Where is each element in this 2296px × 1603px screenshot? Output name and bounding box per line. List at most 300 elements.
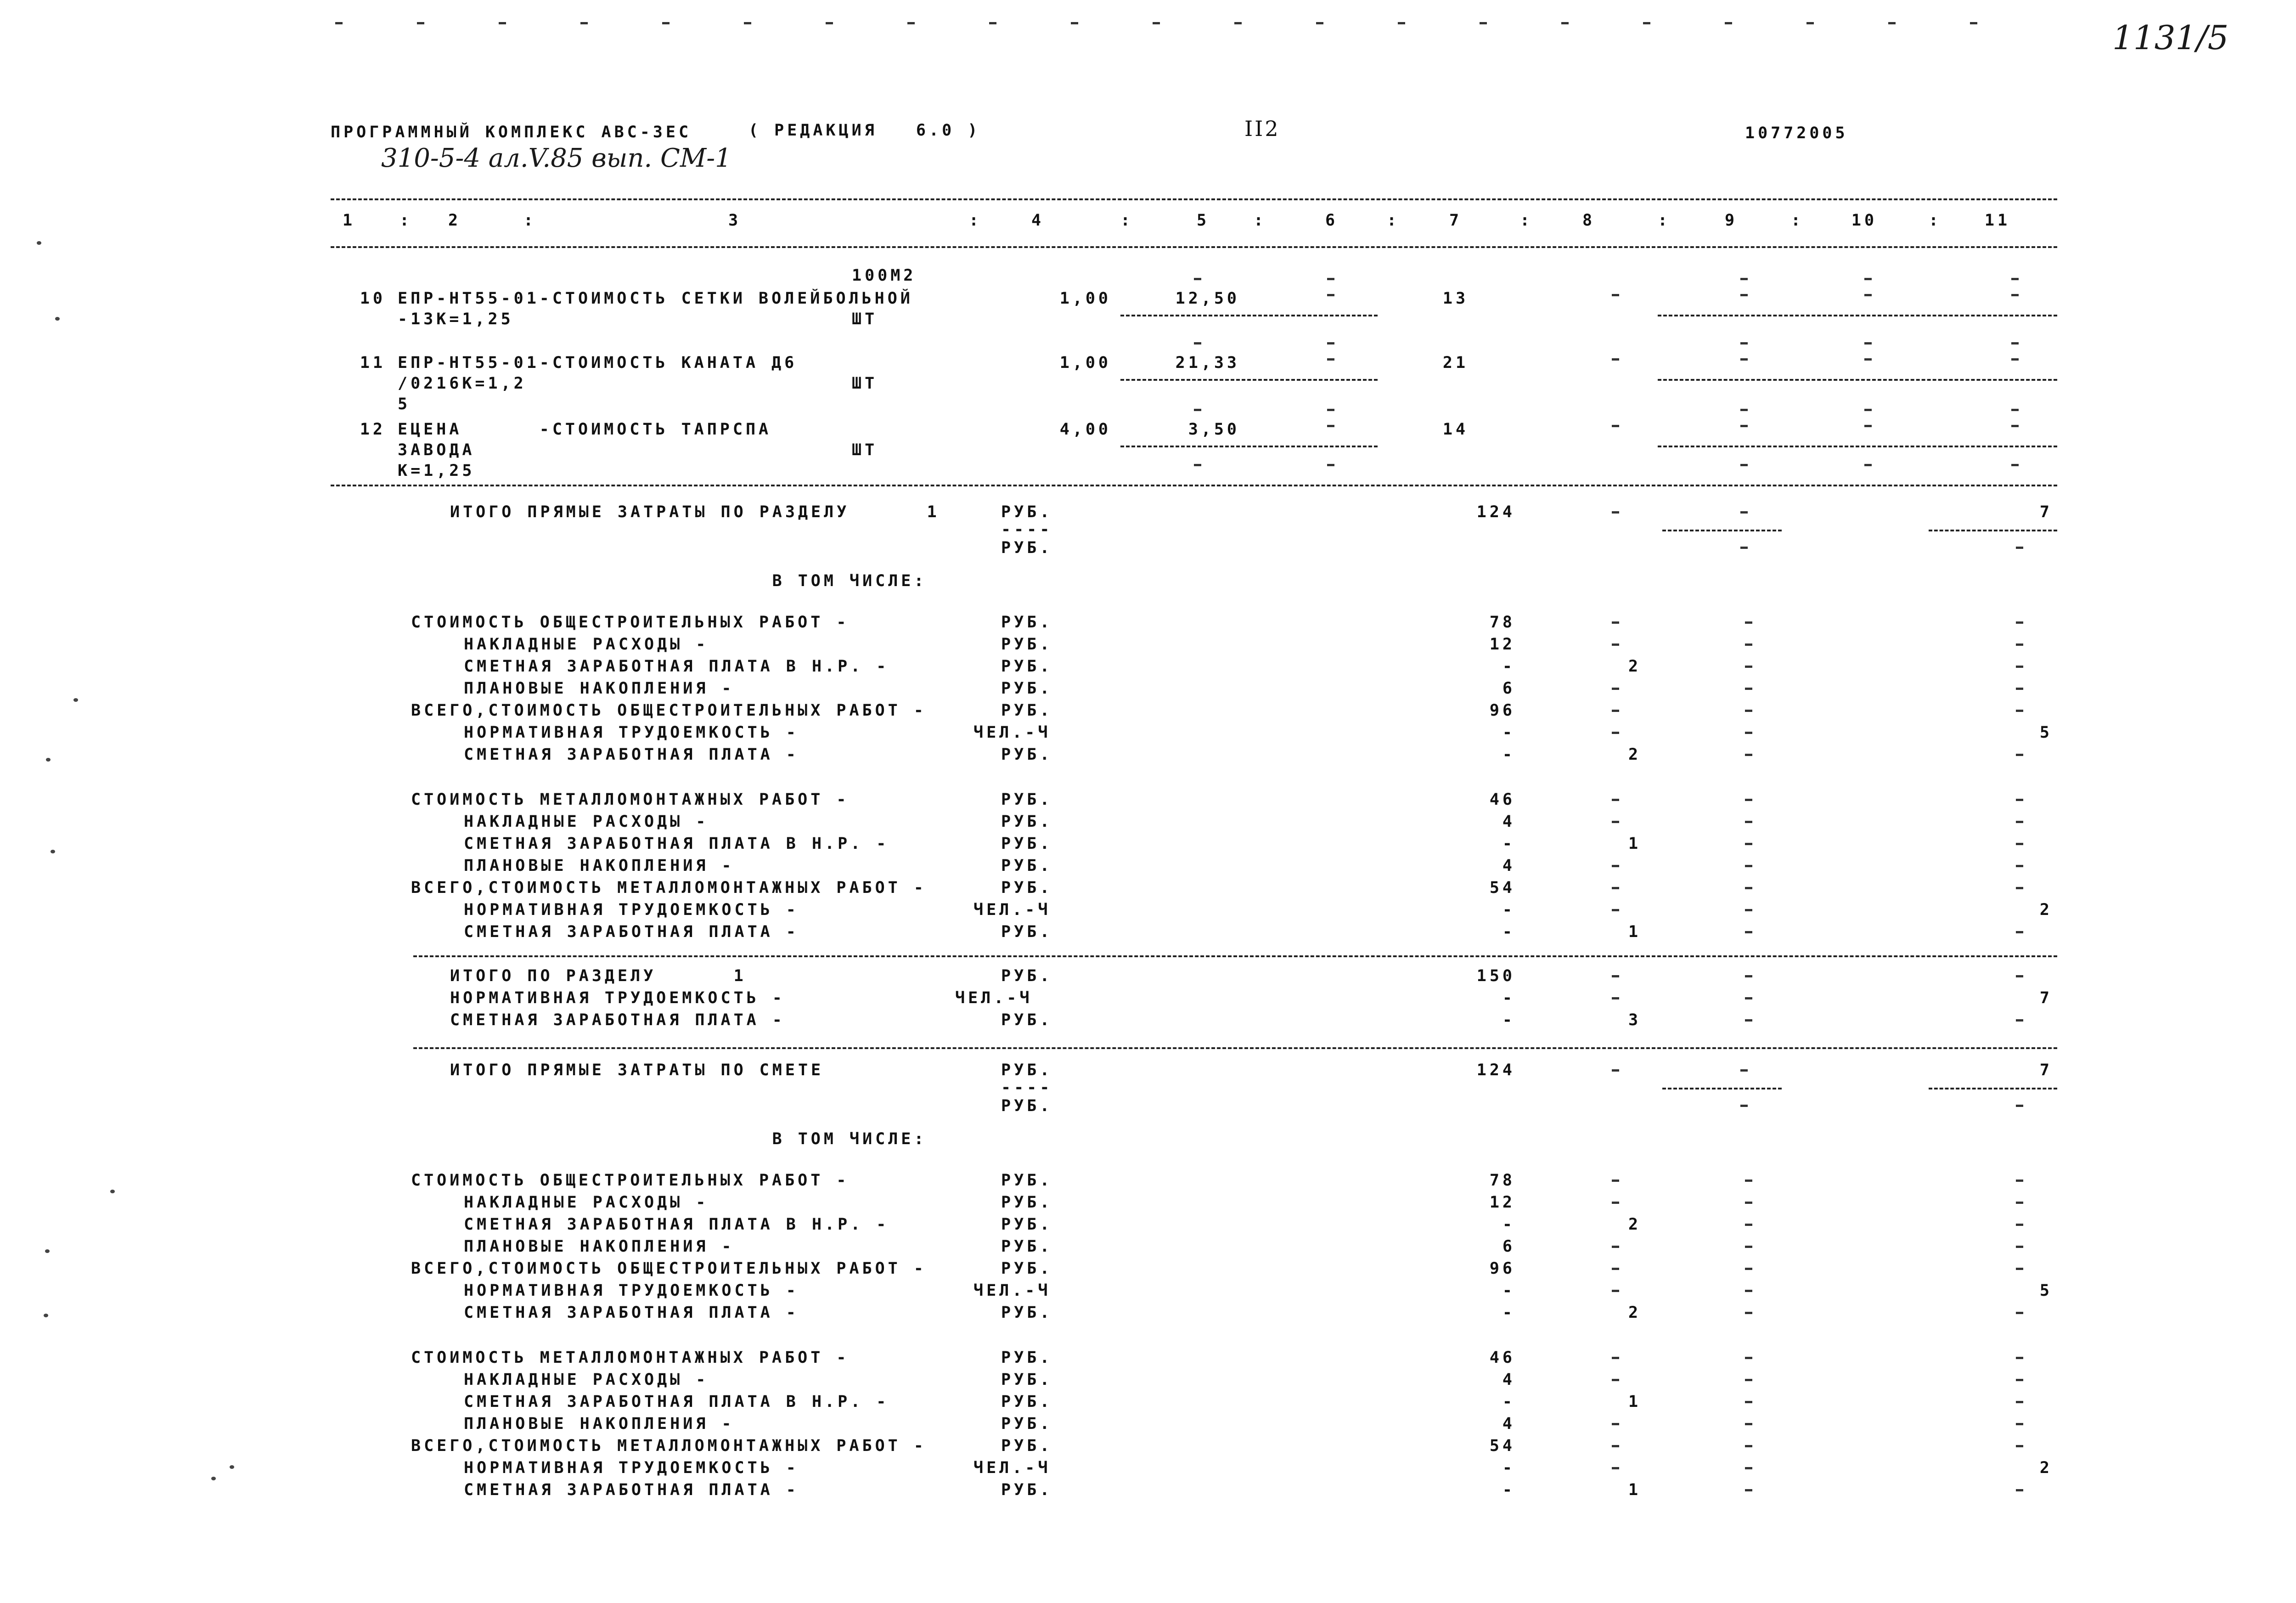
empty-cell-dash [2016, 1379, 2023, 1381]
empty-cell-dash [1612, 621, 1619, 624]
summary-col11: 7 [2039, 989, 2053, 1007]
empty-cell-dash [1612, 1290, 1619, 1292]
empty-cell-dash [1745, 1019, 1752, 1022]
empty-cell-dash [1612, 643, 1619, 646]
item-unit-top: 100М2 [852, 266, 917, 285]
empty-cell-dash [1864, 294, 1872, 296]
breakdown-unit: РУБ. [1001, 613, 1053, 632]
breakdown-col7: 46 [1489, 790, 1515, 809]
empty-cell-dash [1745, 1445, 1752, 1447]
empty-cell-dash [1745, 975, 1752, 977]
breakdown-col8: 2 [1628, 657, 1642, 676]
empty-cell-dash [1612, 1268, 1619, 1270]
breakdown-label: НАКЛАДНЫЕ РАСХОДЫ - [464, 813, 709, 831]
empty-cell-dash [1612, 1467, 1619, 1469]
empty-cell-dash [2016, 799, 2023, 801]
scan-speck [110, 1190, 115, 1193]
scan-speck [211, 1477, 216, 1480]
scan-speck [44, 1314, 48, 1317]
total-label: ИТОГО ПРЯМЫЕ ЗАТРАТЫ ПО СМЕТЕ [450, 1061, 824, 1079]
empty-cell-dash [1864, 358, 1872, 361]
breakdown-col7: - [1502, 1393, 1515, 1411]
empty-cell-dash [2016, 1312, 2023, 1314]
column-header-9: 9 [1724, 211, 1738, 230]
breakdown-col11: 2 [2039, 901, 2053, 919]
empty-cell-dash [1745, 710, 1752, 712]
empty-cell-dash [1612, 975, 1619, 977]
column-header-6: 6 [1325, 211, 1339, 230]
item-description: ЕЦЕНА -СТОИМОСТЬ ТАПРСПА [398, 420, 772, 439]
column-separator: : [1658, 211, 1671, 230]
breakdown-unit: ЧЕЛ.-Ч [974, 901, 1051, 919]
empty-cell-dash [1612, 799, 1619, 801]
empty-cell-dash [2016, 1268, 2023, 1270]
column-separator: : [400, 211, 413, 230]
item-description: ЕПР-НТ55-01-СТОИМОСТЬ КАНАТА Д6 [398, 354, 798, 372]
empty-cell-dash [1327, 358, 1334, 361]
cell-underline [1929, 530, 2057, 531]
summary-col7: 150 [1476, 967, 1515, 985]
breakdown-unit: ЧЕЛ.-Ч [974, 1281, 1051, 1300]
item-number: 11 [360, 354, 386, 372]
summary-unit: РУБ. [1001, 1011, 1053, 1029]
breakdown-col7: 4 [1502, 813, 1515, 831]
column-header-2: 2 [448, 211, 461, 230]
empty-cell-dash [2016, 1357, 2023, 1359]
empty-cell-dash [2016, 1224, 2023, 1226]
item-total: 21 [1442, 354, 1469, 372]
breakdown-col7: - [1502, 745, 1515, 764]
breakdown-col7: 4 [1502, 1371, 1515, 1389]
empty-cell-dash [2011, 464, 2019, 466]
breakdown-label: ВСЕГО,СТОИМОСТЬ МЕТАЛЛОМОНТАЖНЫХ РАБОТ - [411, 1437, 927, 1455]
breakdown-col7: 12 [1489, 635, 1515, 654]
empty-cell-dash [1740, 1105, 1748, 1107]
empty-cell-dash [2016, 643, 2023, 646]
empty-cell-dash [1745, 887, 1752, 889]
scan-mark [1071, 22, 1078, 24]
empty-cell-dash [1612, 425, 1619, 427]
empty-cell-dash [1864, 409, 1872, 411]
scan-mark [335, 22, 343, 24]
summary-label: ИТОГО ПО РАЗДЕЛУ 1 [450, 967, 747, 985]
breakdown-col7: 54 [1489, 879, 1515, 897]
empty-cell-dash [1745, 1312, 1752, 1314]
breakdown-col8: 2 [1628, 1215, 1642, 1234]
empty-cell-dash [1864, 425, 1872, 427]
item-unit: ШТ [852, 441, 878, 459]
summary-unit: РУБ. [1001, 967, 1053, 985]
breakdown-col7: 96 [1489, 701, 1515, 720]
empty-cell-dash [2016, 1401, 2023, 1403]
breakdown-unit: РУБ. [1001, 1481, 1053, 1499]
empty-cell-dash [2016, 865, 2023, 867]
empty-cell-dash [2016, 710, 2023, 712]
empty-cell-dash [1745, 931, 1752, 933]
empty-cell-dash [2011, 294, 2019, 296]
empty-cell-dash [1740, 294, 1748, 296]
handwritten-sheet-number: 1131/5 [2112, 18, 2229, 57]
summary-unit: ЧЕЛ.-Ч [955, 989, 1033, 1007]
empty-cell-dash [1745, 621, 1752, 624]
total-col11: 7 [2039, 503, 2053, 521]
breakdown-label: ВСЕГО,СТОИМОСТЬ ОБЩЕСТРОИТЕЛЬНЫХ РАБОТ - [411, 701, 927, 720]
summary-label: СМЕТНАЯ ЗАРАБОТНАЯ ПЛАТА - [450, 1011, 785, 1029]
empty-cell-dash [1612, 1423, 1619, 1425]
cell-underline [1120, 446, 1378, 447]
breakdown-col7: - [1502, 1481, 1515, 1499]
breakdown-col8: 1 [1628, 835, 1642, 853]
empty-cell-dash [1194, 342, 1201, 344]
scan-mark [662, 22, 670, 24]
scan-mark [1643, 22, 1650, 24]
empty-cell-dash [1327, 464, 1334, 466]
total-col11: 7 [2039, 1061, 2053, 1079]
breakdown-unit: РУБ. [1001, 1393, 1053, 1411]
empty-cell-dash [1864, 342, 1872, 344]
breakdown-col7: 6 [1502, 1237, 1515, 1256]
breakdown-col8: 1 [1628, 1481, 1642, 1499]
column-separator: : [1254, 211, 1267, 230]
breakdown-label: НОРМАТИВНАЯ ТРУДОЕМКОСТЬ - [464, 1459, 799, 1477]
empty-cell-dash [1745, 1467, 1752, 1469]
cell-underline [1658, 446, 2057, 447]
breakdown-unit: РУБ. [1001, 701, 1053, 720]
item-description-3: К=1,25 [398, 462, 475, 480]
scan-mark [744, 22, 751, 24]
item-price: 3,50 [1188, 420, 1240, 439]
breakdown-unit: РУБ. [1001, 745, 1053, 764]
breakdown-col8: 2 [1628, 1304, 1642, 1322]
rule-top [331, 198, 2057, 200]
empty-cell-dash [1740, 1069, 1748, 1072]
column-header-1: 1 [342, 211, 356, 230]
scan-mark [499, 22, 506, 24]
empty-cell-dash [2016, 843, 2023, 845]
scan-mark [1234, 22, 1242, 24]
breakdown-unit: РУБ. [1001, 1304, 1053, 1322]
empty-cell-dash [1745, 1202, 1752, 1204]
empty-cell-dash [1612, 1180, 1619, 1182]
breakdown-label: СМЕТНАЯ ЗАРАБОТНАЯ ПЛАТА В Н.Р. - [464, 1393, 889, 1411]
empty-cell-dash [1612, 688, 1619, 690]
breakdown-col7: 78 [1489, 613, 1515, 632]
column-header-8: 8 [1582, 211, 1596, 230]
breakdown-label: СТОИМОСТЬ ОБЩЕСТРОИТЕЛЬНЫХ РАБОТ - [411, 613, 850, 632]
total-col7: 124 [1476, 503, 1515, 521]
breakdown-unit: РУБ. [1001, 1171, 1053, 1190]
item-description-2: ЗАВОДА [398, 441, 475, 459]
column-header-7: 7 [1449, 211, 1463, 230]
breakdown-label: СМЕТНАЯ ЗАРАБОТНАЯ ПЛАТА - [464, 923, 799, 941]
rule-after-section-summary [413, 1047, 2057, 1049]
empty-cell-dash [1612, 909, 1619, 911]
summary-col7: - [1502, 989, 1515, 1007]
empty-cell-dash [2016, 621, 2023, 624]
breakdown-label: НАКЛАДНЫЕ РАСХОДЫ - [464, 1371, 709, 1389]
breakdown-col7: - [1502, 1215, 1515, 1234]
scan-speck [51, 850, 55, 853]
empty-cell-dash [2016, 688, 2023, 690]
cell-underline [1662, 1088, 1782, 1089]
breakdown-label: СТОИМОСТЬ ОБЩЕСТРОИТЕЛЬНЫХ РАБОТ - [411, 1171, 850, 1190]
total-unit: РУБ. [1001, 1061, 1053, 1079]
breakdown-col8: 2 [1628, 745, 1642, 764]
empty-cell-dash [1745, 754, 1752, 756]
empty-cell-dash [1745, 688, 1752, 690]
breakdown-col7: - [1502, 923, 1515, 941]
empty-cell-dash [1612, 511, 1619, 514]
breakdown-unit: РУБ. [1001, 1193, 1053, 1212]
column-separator: : [969, 211, 982, 230]
empty-cell-dash [2016, 666, 2023, 668]
breakdown-col7: - [1502, 1281, 1515, 1300]
scan-mark [907, 22, 915, 24]
empty-cell-dash [1864, 464, 1872, 466]
breakdown-col7: 78 [1489, 1171, 1515, 1190]
empty-cell-dash [2016, 887, 2023, 889]
scan-speck [55, 317, 60, 321]
empty-cell-dash [1327, 425, 1334, 427]
breakdown-col7: - [1502, 723, 1515, 742]
scan-speck [46, 758, 51, 762]
rule-before-section-summary [413, 955, 2057, 957]
cell-underline [1120, 379, 1378, 381]
scan-mark [1480, 22, 1487, 24]
empty-cell-dash [1745, 666, 1752, 668]
including-heading-2: В ТОМ ЧИСЛЕ: [772, 1130, 927, 1148]
empty-cell-dash [1745, 843, 1752, 845]
breakdown-label: СМЕТНАЯ ЗАРАБОТНАЯ ПЛАТА - [464, 1481, 799, 1499]
breakdown-label: ВСЕГО,СТОИМОСТЬ МЕТАЛЛОМОНТАЖНЫХ РАБОТ - [411, 879, 927, 897]
empty-cell-dash [2016, 1489, 2023, 1491]
empty-cell-dash [1745, 997, 1752, 999]
breakdown-label: ВСЕГО,СТОИМОСТЬ ОБЩЕСТРОИТЕЛЬНЫХ РАБОТ - [411, 1259, 927, 1278]
empty-cell-dash [1612, 710, 1619, 712]
empty-cell-dash [1612, 732, 1619, 734]
empty-cell-dash [1740, 278, 1748, 280]
empty-cell-dash [1745, 1379, 1752, 1381]
scan-mark [989, 22, 996, 24]
breakdown-unit: РУБ. [1001, 1259, 1053, 1278]
item-total: 13 [1442, 289, 1469, 308]
breakdown-label: ПЛАНОВЫЕ НАКОПЛЕНИЯ - [464, 679, 735, 698]
empty-cell-dash [2016, 1423, 2023, 1425]
empty-cell-dash [1745, 799, 1752, 801]
empty-cell-dash [1745, 1290, 1752, 1292]
breakdown-col7: 54 [1489, 1437, 1515, 1455]
item-quantity: 1,00 [1059, 289, 1111, 308]
total-unit-2: РУБ. [1001, 1097, 1053, 1115]
breakdown-label: ПЛАНОВЫЕ НАКОПЛЕНИЯ - [464, 857, 735, 875]
empty-cell-dash [1612, 1246, 1619, 1248]
total-label: ИТОГО ПРЯМЫЕ ЗАТРАТЫ ПО РАЗДЕЛУ 1 [450, 503, 940, 521]
breakdown-col7: 6 [1502, 679, 1515, 698]
empty-cell-dash [1194, 464, 1201, 466]
scan-mark [1888, 22, 1896, 24]
empty-cell-dash [1745, 1246, 1752, 1248]
breakdown-col7: 4 [1502, 1415, 1515, 1433]
column-separator: : [1791, 211, 1804, 230]
breakdown-label: СМЕТНАЯ ЗАРАБОТНАЯ ПЛАТА - [464, 1304, 799, 1322]
empty-cell-dash [2016, 1180, 2023, 1182]
scan-mark [1806, 22, 1814, 24]
scan-mark [826, 22, 833, 24]
column-separator: : [523, 211, 537, 230]
empty-cell-dash [1612, 997, 1619, 999]
breakdown-unit: РУБ. [1001, 1437, 1053, 1455]
column-header-10: 10 [1851, 211, 1878, 230]
breakdown-col11: 5 [2039, 723, 2053, 742]
scan-speck [45, 1249, 50, 1253]
page-number: II2 [1244, 116, 1280, 141]
empty-cell-dash [1612, 887, 1619, 889]
empty-cell-dash [1740, 511, 1748, 514]
breakdown-label: НОРМАТИВНАЯ ТРУДОЕМКОСТЬ - [464, 723, 799, 742]
item-unit: ШТ [852, 310, 878, 328]
breakdown-label: НАКЛАДНЫЕ РАСХОДЫ - [464, 1193, 709, 1212]
scan-mark [417, 22, 424, 24]
empty-cell-dash [1612, 358, 1619, 361]
breakdown-col8: 1 [1628, 923, 1642, 941]
cell-underline [1662, 530, 1782, 531]
empty-cell-dash [2011, 425, 2019, 427]
program-name: ПРОГРАММНЫЙ КОМПЛЕКС АВС-3ЕС [331, 123, 692, 141]
item-description-3: 5 [398, 395, 411, 413]
breakdown-label: СМЕТНАЯ ЗАРАБОТНАЯ ПЛАТА - [464, 745, 799, 764]
breakdown-col7: - [1502, 657, 1515, 676]
scan-mark [1725, 22, 1732, 24]
breakdown-unit: РУБ. [1001, 657, 1053, 676]
scan-speck [37, 241, 41, 245]
scan-mark [1398, 22, 1405, 24]
scan-mark [1561, 22, 1569, 24]
total-unit-2: РУБ. [1001, 539, 1053, 557]
column-separator: : [1929, 211, 1942, 230]
breakdown-unit: ЧЕЛ.-Ч [974, 1459, 1051, 1477]
item-quantity: 4,00 [1059, 420, 1111, 439]
empty-cell-dash [1327, 278, 1334, 280]
including-heading: В ТОМ ЧИСЛЕ: [772, 572, 927, 590]
empty-cell-dash [1740, 547, 1748, 549]
breakdown-label: НАКЛАДНЫЕ РАСХОДЫ - [464, 635, 709, 654]
empty-cell-dash [1745, 1423, 1752, 1425]
breakdown-label: НОРМАТИВНАЯ ТРУДОЕМКОСТЬ - [464, 1281, 799, 1300]
breakdown-col7: - [1502, 1304, 1515, 1322]
rule-after-items [331, 485, 2057, 486]
scan-mark [1153, 22, 1160, 24]
empty-cell-dash [1745, 643, 1752, 646]
empty-cell-dash [2016, 547, 2023, 549]
column-header-11: 11 [1984, 211, 2011, 230]
breakdown-unit: РУБ. [1001, 1215, 1053, 1234]
breakdown-unit: РУБ. [1001, 1415, 1053, 1433]
empty-cell-dash [1745, 1180, 1752, 1182]
total-col7: 124 [1476, 1061, 1515, 1079]
scan-mark [1316, 22, 1323, 24]
summary-label: НОРМАТИВНАЯ ТРУДОЕМКОСТЬ - [450, 989, 785, 1007]
breakdown-label: НОРМАТИВНАЯ ТРУДОЕМКОСТЬ - [464, 901, 799, 919]
empty-cell-dash [1745, 865, 1752, 867]
empty-cell-dash [2016, 1019, 2023, 1022]
empty-cell-dash [2016, 821, 2023, 823]
column-header-4: 4 [1031, 211, 1045, 230]
empty-cell-dash [2011, 342, 2019, 344]
empty-cell-dash [1612, 1202, 1619, 1204]
empty-cell-dash [1740, 464, 1748, 466]
empty-cell-dash [1740, 358, 1748, 361]
empty-cell-dash [1612, 1379, 1619, 1381]
cell-underline [1120, 315, 1378, 316]
scan-speck [73, 698, 78, 702]
column-separator: : [1387, 211, 1400, 230]
empty-cell-dash [2016, 1105, 2023, 1107]
cell-underline [1658, 379, 2057, 381]
empty-cell-dash [1745, 1357, 1752, 1359]
breakdown-col7: - [1502, 835, 1515, 853]
item-number: 12 [360, 420, 386, 439]
empty-cell-dash [1745, 1401, 1752, 1403]
scan-mark [1970, 22, 1977, 24]
item-number: 10 [360, 289, 386, 308]
breakdown-unit: РУБ. [1001, 857, 1053, 875]
empty-cell-dash [1864, 278, 1872, 280]
breakdown-col7: - [1502, 1459, 1515, 1477]
column-separator: : [1520, 211, 1533, 230]
empty-cell-dash [1745, 1268, 1752, 1270]
empty-cell-dash [1194, 278, 1201, 280]
empty-cell-dash [2011, 409, 2019, 411]
breakdown-label: ПЛАНОВЫЕ НАКОПЛЕНИЯ - [464, 1237, 735, 1256]
breakdown-unit: РУБ. [1001, 813, 1053, 831]
total-separator: ---- [1001, 1078, 1053, 1097]
breakdown-label: СТОИМОСТЬ МЕТАЛЛОМОНТАЖНЫХ РАБОТ - [411, 790, 850, 809]
item-total: 14 [1442, 420, 1469, 439]
cell-underline [1658, 315, 2057, 316]
rule-header-bottom [331, 246, 2057, 248]
empty-cell-dash [1612, 1357, 1619, 1359]
breakdown-col7: 12 [1489, 1193, 1515, 1212]
breakdown-label: СМЕТНАЯ ЗАРАБОТНАЯ ПЛАТА В Н.Р. - [464, 835, 889, 853]
empty-cell-dash [1612, 821, 1619, 823]
item-price: 12,50 [1175, 289, 1240, 308]
breakdown-unit: РУБ. [1001, 1237, 1053, 1256]
empty-cell-dash [1612, 865, 1619, 867]
empty-cell-dash [2016, 754, 2023, 756]
item-price: 21,33 [1175, 354, 1240, 372]
breakdown-col7: 96 [1489, 1259, 1515, 1278]
breakdown-unit: ЧЕЛ.-Ч [974, 723, 1051, 742]
summary-col7: - [1502, 1011, 1515, 1029]
breakdown-col11: 2 [2039, 1459, 2053, 1477]
breakdown-col7: - [1502, 901, 1515, 919]
empty-cell-dash [1740, 342, 1748, 344]
breakdown-label: СТОИМОСТЬ МЕТАЛЛОМОНТАЖНЫХ РАБОТ - [411, 1349, 850, 1367]
item-description-2: /0216К=1,2 [398, 374, 527, 393]
empty-cell-dash [2016, 1246, 2023, 1248]
column-header-3: 3 [728, 211, 742, 230]
breakdown-unit: РУБ. [1001, 923, 1053, 941]
item-description-2: -13К=1,25 [398, 310, 514, 328]
empty-cell-dash [1327, 294, 1334, 296]
total-separator: ---- [1001, 520, 1053, 539]
breakdown-col7: 46 [1489, 1349, 1515, 1367]
breakdown-unit: РУБ. [1001, 679, 1053, 698]
item-quantity: 1,00 [1059, 354, 1111, 372]
total-unit: РУБ. [1001, 503, 1053, 521]
cell-underline [1929, 1088, 2057, 1089]
summary-col8: 3 [1628, 1011, 1642, 1029]
